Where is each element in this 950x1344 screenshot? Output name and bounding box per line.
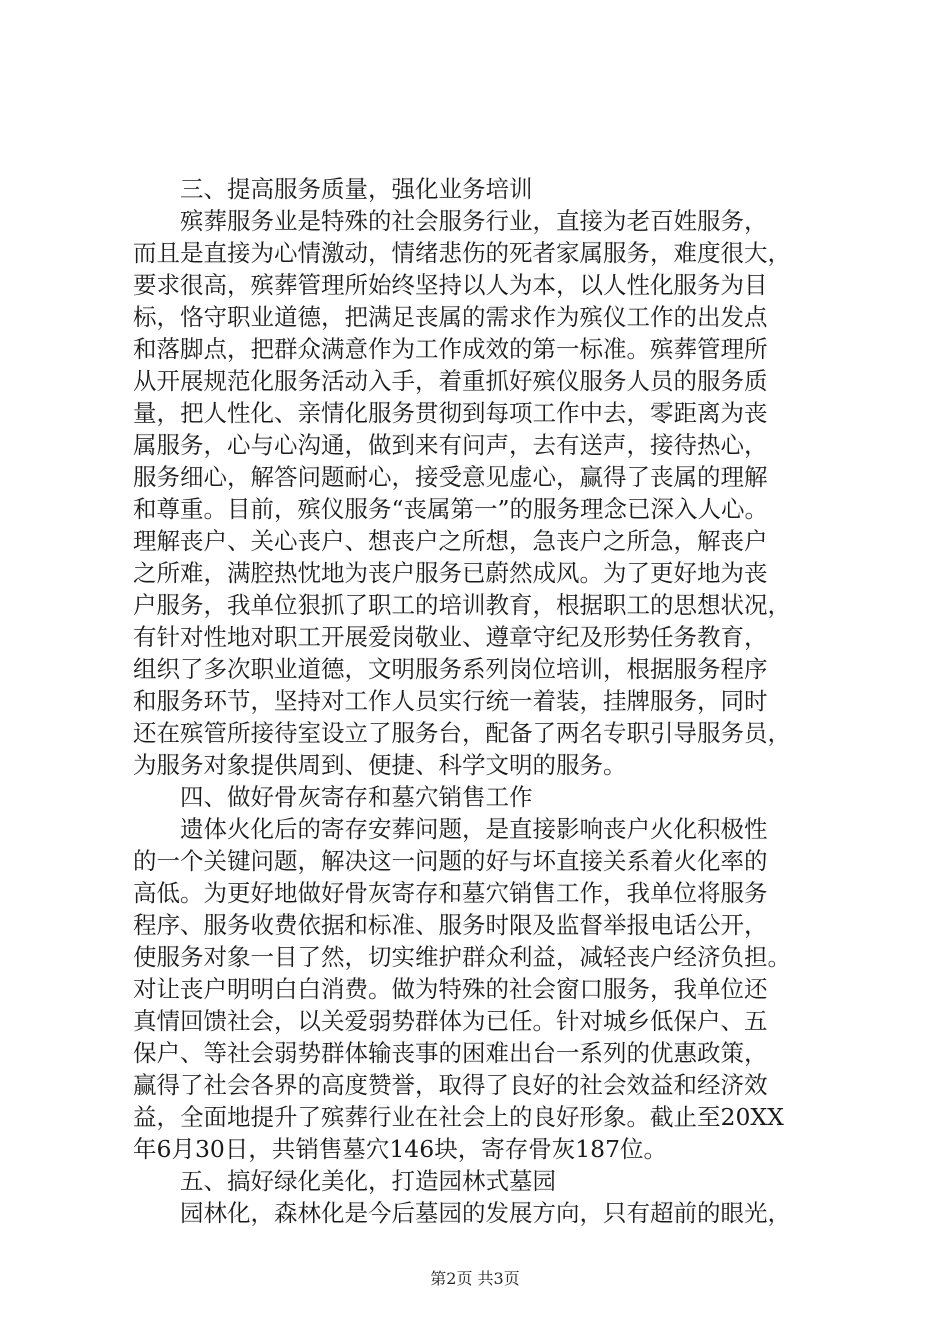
paragraph-line: 属服务，心与心沟通，做到来有问声，去有送声，接待热心，: [133, 431, 768, 459]
paragraph-line: 量，把人性化、亲情化服务贯彻到每项工作中去，零距离为丧: [133, 399, 768, 427]
paragraph-line: 之所难，满腔热忱地为丧户服务已蔚然成风。为了更好地为丧: [133, 559, 768, 587]
paragraph-line: 而且是直接为心情激动，情绪悲伤的死者家属服务，难度很大，: [133, 239, 791, 267]
paragraph-line: 真情回馈社会，以关爱弱势群体为已任。针对城乡低保户、五: [133, 1007, 768, 1035]
paragraph-line: 高低。为更好地做好骨灰寄存和墓穴销售工作，我单位将服务: [133, 879, 768, 907]
paragraph-line: 的一个关键问题，解决这一问题的好与坏直接关系着火化率的: [133, 847, 768, 875]
page-footer: 第2页 共3页: [430, 1269, 520, 1288]
paragraph-line: 使服务对象一目了然，切实维护群众利益，减轻丧户经济负担。: [133, 943, 791, 971]
paragraph-line: 园林化，森林化是今后墓园的发展方向，只有超前的眼光，: [180, 1199, 791, 1227]
paragraph-line: 理解丧户、关心丧户、想丧户之所想，急丧户之所急，解丧户: [133, 527, 768, 555]
section-heading: 三、提高服务质量，强化业务培训: [180, 175, 533, 203]
paragraph-line: 从开展规范化服务活动入手，着重抓好殡仪服务人员的服务质: [133, 367, 768, 395]
paragraph-line: 有针对性地对职工开展爱岗敬业、遵章守纪及形势任务教育，: [133, 623, 768, 651]
paragraph-line: 组织了多次职业道德，文明服务系列岗位培训，根据服务程序: [133, 655, 768, 683]
paragraph-line: 殡葬服务业是特殊的社会服务行业，直接为老百姓服务，: [180, 207, 768, 235]
paragraph-line: 还在殡管所接待室设立了服务台，配备了两名专职引导服务员，: [133, 719, 791, 747]
paragraph-line: 赢得了社会各界的高度赞誉，取得了良好的社会效益和经济效: [133, 1071, 768, 1099]
paragraph-line: 和落脚点，把群众满意作为工作成效的第一标准。殡葬管理所: [133, 335, 768, 363]
paragraph-line: 和服务环节，坚持对工作人员实行统一着装，挂牌服务，同时: [133, 687, 768, 715]
paragraph-line: 标，恪守职业道德，把满足丧属的需求作为殡仪工作的出发点: [133, 303, 768, 331]
paragraph-line: 和尊重。目前，殡仪服务“丧属第一”的服务理念已深入人心。: [133, 495, 769, 523]
paragraph-line: 户服务，我单位狠抓了职工的培训教育，根据职工的思想状况，: [133, 591, 791, 619]
section-heading: 四、做好骨灰寄存和墓穴销售工作: [180, 783, 533, 811]
paragraph-line: 保户、等社会弱势群体输丧事的困难出台一系列的优惠政策，: [133, 1039, 768, 1067]
paragraph-line: 年6月30日，共销售墓穴146块，寄存骨灰187位。: [133, 1135, 668, 1163]
paragraph-line: 益，全面地提升了殡葬行业在社会上的良好形象。截止至20XX: [133, 1103, 784, 1131]
paragraph-line: 对让丧户明明白白消费。做为特殊的社会窗口服务，我单位还: [133, 975, 768, 1003]
section-heading: 五、搞好绿化美化，打造园林式墓园: [180, 1167, 556, 1195]
paragraph-line: 程序、服务收费依据和标准、服务时限及监督举报电话公开，: [133, 911, 768, 939]
paragraph-line: 为服务对象提供周到、便捷、科学文明的服务。: [133, 751, 627, 779]
paragraph-line: 服务细心，解答问题耐心，接受意见虚心，赢得了丧属的理解: [133, 463, 768, 491]
paragraph-line: 遗体火化后的寄存安葬问题，是直接影响丧户火化积极性: [180, 815, 768, 843]
paragraph-line: 要求很高，殡葬管理所始终坚持以人为本，以人性化服务为目: [133, 271, 768, 299]
